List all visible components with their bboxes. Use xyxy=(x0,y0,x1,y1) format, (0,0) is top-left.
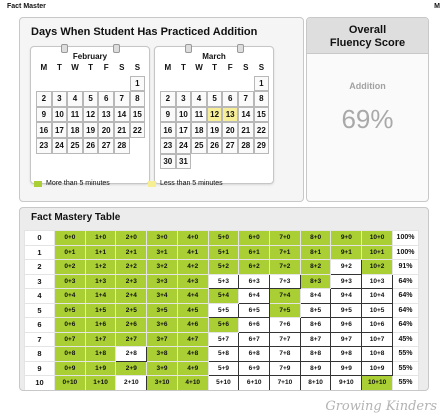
fact-cell: 5+1 xyxy=(208,245,239,260)
calendar-day: 21 xyxy=(114,122,130,138)
row-header: 0 xyxy=(25,231,55,246)
fact-cell: 2+9 xyxy=(116,361,147,376)
fact-cell: 9+1 xyxy=(331,245,362,260)
weekday-header: S xyxy=(243,63,249,73)
calendar-day: 30 xyxy=(160,154,176,170)
calendar-day: 9 xyxy=(160,107,176,123)
calendar-empty-cell xyxy=(114,76,130,92)
app-title: Fact Master xyxy=(7,3,46,10)
calendar-day: 31 xyxy=(176,154,192,170)
calendar-day: 18 xyxy=(191,122,207,138)
fact-cell: 8+2 xyxy=(300,260,331,275)
legend-swatch-yellow xyxy=(148,181,156,187)
fact-cell: 6+5 xyxy=(239,303,270,318)
fact-cell: 6+2 xyxy=(239,260,270,275)
fact-cell: 4+9 xyxy=(177,361,208,376)
calendar-day: 28 xyxy=(114,138,130,154)
fact-cell: 0+6 xyxy=(55,318,86,333)
calendar-empty-cell xyxy=(254,154,270,170)
row-header: 4 xyxy=(25,289,55,304)
calendar-day: 2 xyxy=(160,91,176,107)
calendar-day: 24 xyxy=(52,138,68,154)
calendar-day: 16 xyxy=(160,122,176,138)
fact-cell: 0+0 xyxy=(55,231,86,246)
fact-cell: 5+4 xyxy=(208,289,239,304)
fact-cell: 8+7 xyxy=(300,332,331,347)
weekday-header: M xyxy=(40,63,48,73)
calendar-day: 8 xyxy=(130,91,146,107)
row-score: 55% xyxy=(393,361,419,376)
calendar-day: 27 xyxy=(98,138,114,154)
calendar-day: 25 xyxy=(67,138,83,154)
calendar-day: 17 xyxy=(176,122,192,138)
table-row xyxy=(25,347,419,362)
calendar-day: 3 xyxy=(52,91,68,107)
fact-cell: 7+7 xyxy=(270,332,301,347)
calendar-march xyxy=(154,46,274,184)
table-row xyxy=(25,231,419,246)
calendar-empty-cell xyxy=(130,138,146,154)
calendar-empty-cell xyxy=(238,76,254,92)
calendar-day: 10 xyxy=(52,107,68,123)
weekday-header: S xyxy=(134,63,141,73)
calendar-empty-cell xyxy=(83,76,99,92)
fact-cell: 1+6 xyxy=(85,318,116,333)
fact-cell: 3+7 xyxy=(147,332,178,347)
fact-cell: 1+1 xyxy=(85,245,116,260)
calendar-day: 3 xyxy=(176,91,192,107)
row-header: 2 xyxy=(25,260,55,275)
row-header: 1 xyxy=(25,245,55,260)
table-row xyxy=(25,361,419,376)
calendar-day: 23 xyxy=(36,138,52,154)
fact-cell: 7+5 xyxy=(270,303,301,318)
fact-cell: 5+2 xyxy=(208,260,239,275)
fluency-operation-label: Addition xyxy=(349,81,386,91)
calendar-day: 1 xyxy=(130,76,146,92)
calendar-day: 23 xyxy=(160,138,176,154)
fact-cell: 2+2 xyxy=(116,260,147,275)
calendar-month-title: February xyxy=(72,52,108,61)
fact-mastery-panel xyxy=(19,207,429,391)
fact-cell: 3+8 xyxy=(147,347,178,362)
calendar-day: 15 xyxy=(130,107,146,123)
fact-cell: 9+2 xyxy=(331,260,362,275)
fact-mastery-title: Fact Mastery Table xyxy=(31,212,121,223)
calendar-day: 1 xyxy=(254,76,270,92)
fact-cell: 6+1 xyxy=(239,245,270,260)
fact-cell: 7+1 xyxy=(270,245,301,260)
calendar-day: 12 xyxy=(207,107,223,123)
fact-cell: 8+10 xyxy=(300,376,331,391)
fact-cell: 9+0 xyxy=(331,231,362,246)
calendar-day: 24 xyxy=(176,138,192,154)
weekday-header: F xyxy=(103,63,109,73)
calendar-day: 19 xyxy=(83,122,99,138)
fact-cell: 2+3 xyxy=(116,274,147,289)
calendar-day: 4 xyxy=(67,91,83,107)
calendar-empty-cell xyxy=(222,76,238,92)
calendar-day: 7 xyxy=(114,91,130,107)
calendar-day: 2 xyxy=(36,91,52,107)
fact-cell: 4+8 xyxy=(177,347,208,362)
calendar-day: 11 xyxy=(67,107,83,123)
calendar-day: 22 xyxy=(254,122,270,138)
calendar-day: 27 xyxy=(222,138,238,154)
calendar-day: 4 xyxy=(191,91,207,107)
fact-cell: 8+4 xyxy=(300,289,331,304)
weekday-header: T xyxy=(88,63,94,73)
table-row xyxy=(25,245,419,260)
fact-cell: 3+3 xyxy=(147,274,178,289)
fact-cell: 8+9 xyxy=(300,361,331,376)
calendar-day: 18 xyxy=(67,122,83,138)
calendar-day: 26 xyxy=(83,138,99,154)
fact-cell: 5+8 xyxy=(208,347,239,362)
calendar-day: 5 xyxy=(207,91,223,107)
fact-cell: 3+9 xyxy=(147,361,178,376)
fact-cell: 9+10 xyxy=(331,376,362,391)
calendar-empty-cell xyxy=(222,154,238,170)
fact-cell: 0+1 xyxy=(55,245,86,260)
fact-cell: 8+1 xyxy=(300,245,331,260)
calendar-day: 9 xyxy=(36,107,52,123)
calendar-day: 12 xyxy=(83,107,99,123)
calendar-empty-cell xyxy=(98,76,114,92)
fact-cell: 8+3 xyxy=(300,274,331,289)
fact-mastery-table xyxy=(24,230,419,391)
calendar-day: 16 xyxy=(36,122,52,138)
fact-cell: 7+0 xyxy=(270,231,301,246)
legend-swatch-green xyxy=(34,181,42,187)
calendar-empty-cell xyxy=(191,154,207,170)
fact-cell: 8+5 xyxy=(300,303,331,318)
fact-cell: 1+10 xyxy=(85,376,116,391)
corner-mark: M xyxy=(434,3,440,10)
calendar-day: 19 xyxy=(207,122,223,138)
calendar-day: 15 xyxy=(254,107,270,123)
fact-cell: 1+2 xyxy=(85,260,116,275)
fact-cell: 8+6 xyxy=(300,318,331,333)
fact-cell: 10+8 xyxy=(362,347,393,362)
table-row xyxy=(25,303,419,318)
fact-cell: 10+5 xyxy=(362,303,393,318)
fluency-score-title-line1: Overall xyxy=(348,24,387,36)
calendar-day: 6 xyxy=(98,91,114,107)
fact-cell: 2+5 xyxy=(116,303,147,318)
calendar-day: 14 xyxy=(114,107,130,123)
fact-cell: 5+10 xyxy=(208,376,239,391)
fact-cell: 10+2 xyxy=(362,260,393,275)
fact-cell: 7+8 xyxy=(270,347,301,362)
calendar-day: 6 xyxy=(222,91,238,107)
legend-less-label: Less than 5 minutes xyxy=(160,180,223,187)
fact-cell: 0+2 xyxy=(55,260,86,275)
fact-cell: 1+0 xyxy=(85,231,116,246)
fact-cell: 9+5 xyxy=(331,303,362,318)
calendar-day: 25 xyxy=(191,138,207,154)
fact-cell: 8+8 xyxy=(300,347,331,362)
fact-cell: 4+2 xyxy=(177,260,208,275)
fact-cell: 3+10 xyxy=(147,376,178,391)
fact-cell: 10+0 xyxy=(362,231,393,246)
calendar-day: 10 xyxy=(176,107,192,123)
fact-cell: 1+7 xyxy=(85,332,116,347)
row-score: 100% xyxy=(393,245,419,260)
fact-cell: 2+4 xyxy=(116,289,147,304)
fact-cell: 4+6 xyxy=(177,318,208,333)
practice-days-panel xyxy=(19,17,304,202)
fact-cell: 0+3 xyxy=(55,274,86,289)
row-score: 55% xyxy=(393,376,419,391)
table-row xyxy=(25,332,419,347)
fact-cell: 10+6 xyxy=(362,318,393,333)
fact-cell: 3+2 xyxy=(147,260,178,275)
fact-cell: 0+8 xyxy=(55,347,86,362)
weekday-header: S xyxy=(258,63,265,73)
fact-cell: 6+0 xyxy=(239,231,270,246)
calendar-day: 5 xyxy=(83,91,99,107)
fact-cell: 9+3 xyxy=(331,274,362,289)
row-header: 7 xyxy=(25,332,55,347)
fact-cell: 5+9 xyxy=(208,361,239,376)
fact-cell: 9+9 xyxy=(331,361,362,376)
calendar-empty-cell xyxy=(36,76,52,92)
calendar-empty-cell xyxy=(207,76,223,92)
fact-cell: 0+10 xyxy=(55,376,86,391)
fact-cell: 6+9 xyxy=(239,361,270,376)
fact-cell: 10+9 xyxy=(362,361,393,376)
legend-less-than-5 xyxy=(148,180,223,187)
fact-cell: 1+9 xyxy=(85,361,116,376)
calendar-day: 20 xyxy=(98,122,114,138)
fact-cell: 0+9 xyxy=(55,361,86,376)
fact-cell: 5+3 xyxy=(208,274,239,289)
fact-cell: 6+8 xyxy=(239,347,270,362)
row-score: 64% xyxy=(393,289,419,304)
weekday-header: W xyxy=(195,63,203,73)
calendar-day: 21 xyxy=(238,122,254,138)
fact-cell: 2+10 xyxy=(116,376,147,391)
calendar-day: 20 xyxy=(222,122,238,138)
table-row xyxy=(25,318,419,333)
weekday-header: S xyxy=(119,63,125,73)
row-score: 64% xyxy=(393,318,419,333)
fluency-score-title-line2: Fluency Score xyxy=(329,37,406,49)
fact-cell: 5+7 xyxy=(208,332,239,347)
fact-cell: 1+4 xyxy=(85,289,116,304)
fact-cell: 4+3 xyxy=(177,274,208,289)
weekday-header: F xyxy=(227,63,233,73)
calendar-day: 11 xyxy=(191,107,207,123)
fact-cell: 0+7 xyxy=(55,332,86,347)
weekday-header: T xyxy=(212,63,218,73)
fact-cell: 5+0 xyxy=(208,231,239,246)
fact-cell: 3+6 xyxy=(147,318,178,333)
calendar-day: 14 xyxy=(238,107,254,123)
fact-cell: 6+6 xyxy=(239,318,270,333)
fact-cell: 10+10 xyxy=(362,376,393,391)
fact-cell: 7+9 xyxy=(270,361,301,376)
fact-cell: 4+0 xyxy=(177,231,208,246)
calendar-day: 17 xyxy=(52,122,68,138)
weekday-header: T xyxy=(56,63,62,73)
fact-cell: 8+0 xyxy=(300,231,331,246)
fact-cell: 7+4 xyxy=(270,289,301,304)
row-header: 9 xyxy=(25,361,55,376)
fluency-score-panel xyxy=(306,17,429,202)
row-score: 100% xyxy=(393,231,419,246)
fact-cell: 4+10 xyxy=(177,376,208,391)
row-header: 10 xyxy=(25,376,55,391)
row-score: 64% xyxy=(393,274,419,289)
calendar-day: 28 xyxy=(238,138,254,154)
fact-cell: 0+5 xyxy=(55,303,86,318)
fluency-score-header xyxy=(307,18,428,54)
calendar-day: 7 xyxy=(238,91,254,107)
fact-cell: 6+4 xyxy=(239,289,270,304)
fact-cell: 7+10 xyxy=(270,376,301,391)
fact-cell: 1+8 xyxy=(85,347,116,362)
practice-days-title: Days When Student Has Practiced Addition xyxy=(31,26,258,38)
weekday-header: M xyxy=(164,63,172,73)
calendar-grid xyxy=(36,60,146,154)
calendar-day: 29 xyxy=(254,138,270,154)
fact-cell: 6+3 xyxy=(239,274,270,289)
fact-cell: 4+7 xyxy=(177,332,208,347)
fact-cell: 3+1 xyxy=(147,245,178,260)
fact-cell: 3+5 xyxy=(147,303,178,318)
row-header: 3 xyxy=(25,274,55,289)
fact-cell: 2+7 xyxy=(116,332,147,347)
legend-more-than-5 xyxy=(34,180,110,187)
table-row xyxy=(25,376,419,391)
fact-cell: 2+1 xyxy=(116,245,147,260)
calendar-day: 13 xyxy=(98,107,114,123)
fact-cell: 1+5 xyxy=(85,303,116,318)
fact-cell: 1+3 xyxy=(85,274,116,289)
row-header: 6 xyxy=(25,318,55,333)
fact-cell: 5+5 xyxy=(208,303,239,318)
fact-cell: 0+4 xyxy=(55,289,86,304)
fact-cell: 6+10 xyxy=(239,376,270,391)
table-row xyxy=(25,289,419,304)
fact-cell: 10+7 xyxy=(362,332,393,347)
row-header: 8 xyxy=(25,347,55,362)
fact-cell: 9+6 xyxy=(331,318,362,333)
fact-cell: 6+7 xyxy=(239,332,270,347)
fact-cell: 4+1 xyxy=(177,245,208,260)
fact-cell: 10+1 xyxy=(362,245,393,260)
calendar-day: 26 xyxy=(207,138,223,154)
row-score: 91% xyxy=(393,260,419,275)
fact-cell: 4+4 xyxy=(177,289,208,304)
row-header: 5 xyxy=(25,303,55,318)
fact-cell: 7+3 xyxy=(270,274,301,289)
calendar-empty-cell xyxy=(207,154,223,170)
row-score: 64% xyxy=(393,303,419,318)
fact-cell: 7+6 xyxy=(270,318,301,333)
calendar-empty-cell xyxy=(67,76,83,92)
fact-cell: 9+7 xyxy=(331,332,362,347)
row-score: 55% xyxy=(393,347,419,362)
fact-cell: 9+8 xyxy=(331,347,362,362)
fluency-score-value: 69% xyxy=(341,104,394,134)
calendar-day: 13 xyxy=(222,107,238,123)
table-row xyxy=(25,260,419,275)
fact-cell: 5+6 xyxy=(208,318,239,333)
fact-cell: 10+3 xyxy=(362,274,393,289)
calendar-empty-cell xyxy=(52,76,68,92)
calendar-day: 22 xyxy=(130,122,146,138)
legend-more-label: More than 5 minutes xyxy=(46,180,110,187)
fact-cell: 2+6 xyxy=(116,318,147,333)
row-score: 45% xyxy=(393,332,419,347)
fact-cell: 4+5 xyxy=(177,303,208,318)
calendar-empty-cell xyxy=(160,76,176,92)
fact-cell: 9+4 xyxy=(331,289,362,304)
fact-cell: 3+4 xyxy=(147,289,178,304)
fact-cell: 3+0 xyxy=(147,231,178,246)
calendar-february xyxy=(30,46,150,184)
calendar-month-title: March xyxy=(202,52,226,61)
weekday-header: T xyxy=(180,63,186,73)
watermark: Growing Kinders xyxy=(325,399,437,414)
calendar-empty-cell xyxy=(191,76,207,92)
fact-cell: 10+4 xyxy=(362,289,393,304)
calendar-empty-cell xyxy=(176,76,192,92)
fact-cell: 7+2 xyxy=(270,260,301,275)
calendar-day: 8 xyxy=(254,91,270,107)
fact-cell: 2+0 xyxy=(116,231,147,246)
table-row xyxy=(25,274,419,289)
weekday-header: W xyxy=(71,63,79,73)
fact-cell: 2+8 xyxy=(116,347,147,362)
calendar-grid xyxy=(160,60,270,169)
calendar-empty-cell xyxy=(238,154,254,170)
